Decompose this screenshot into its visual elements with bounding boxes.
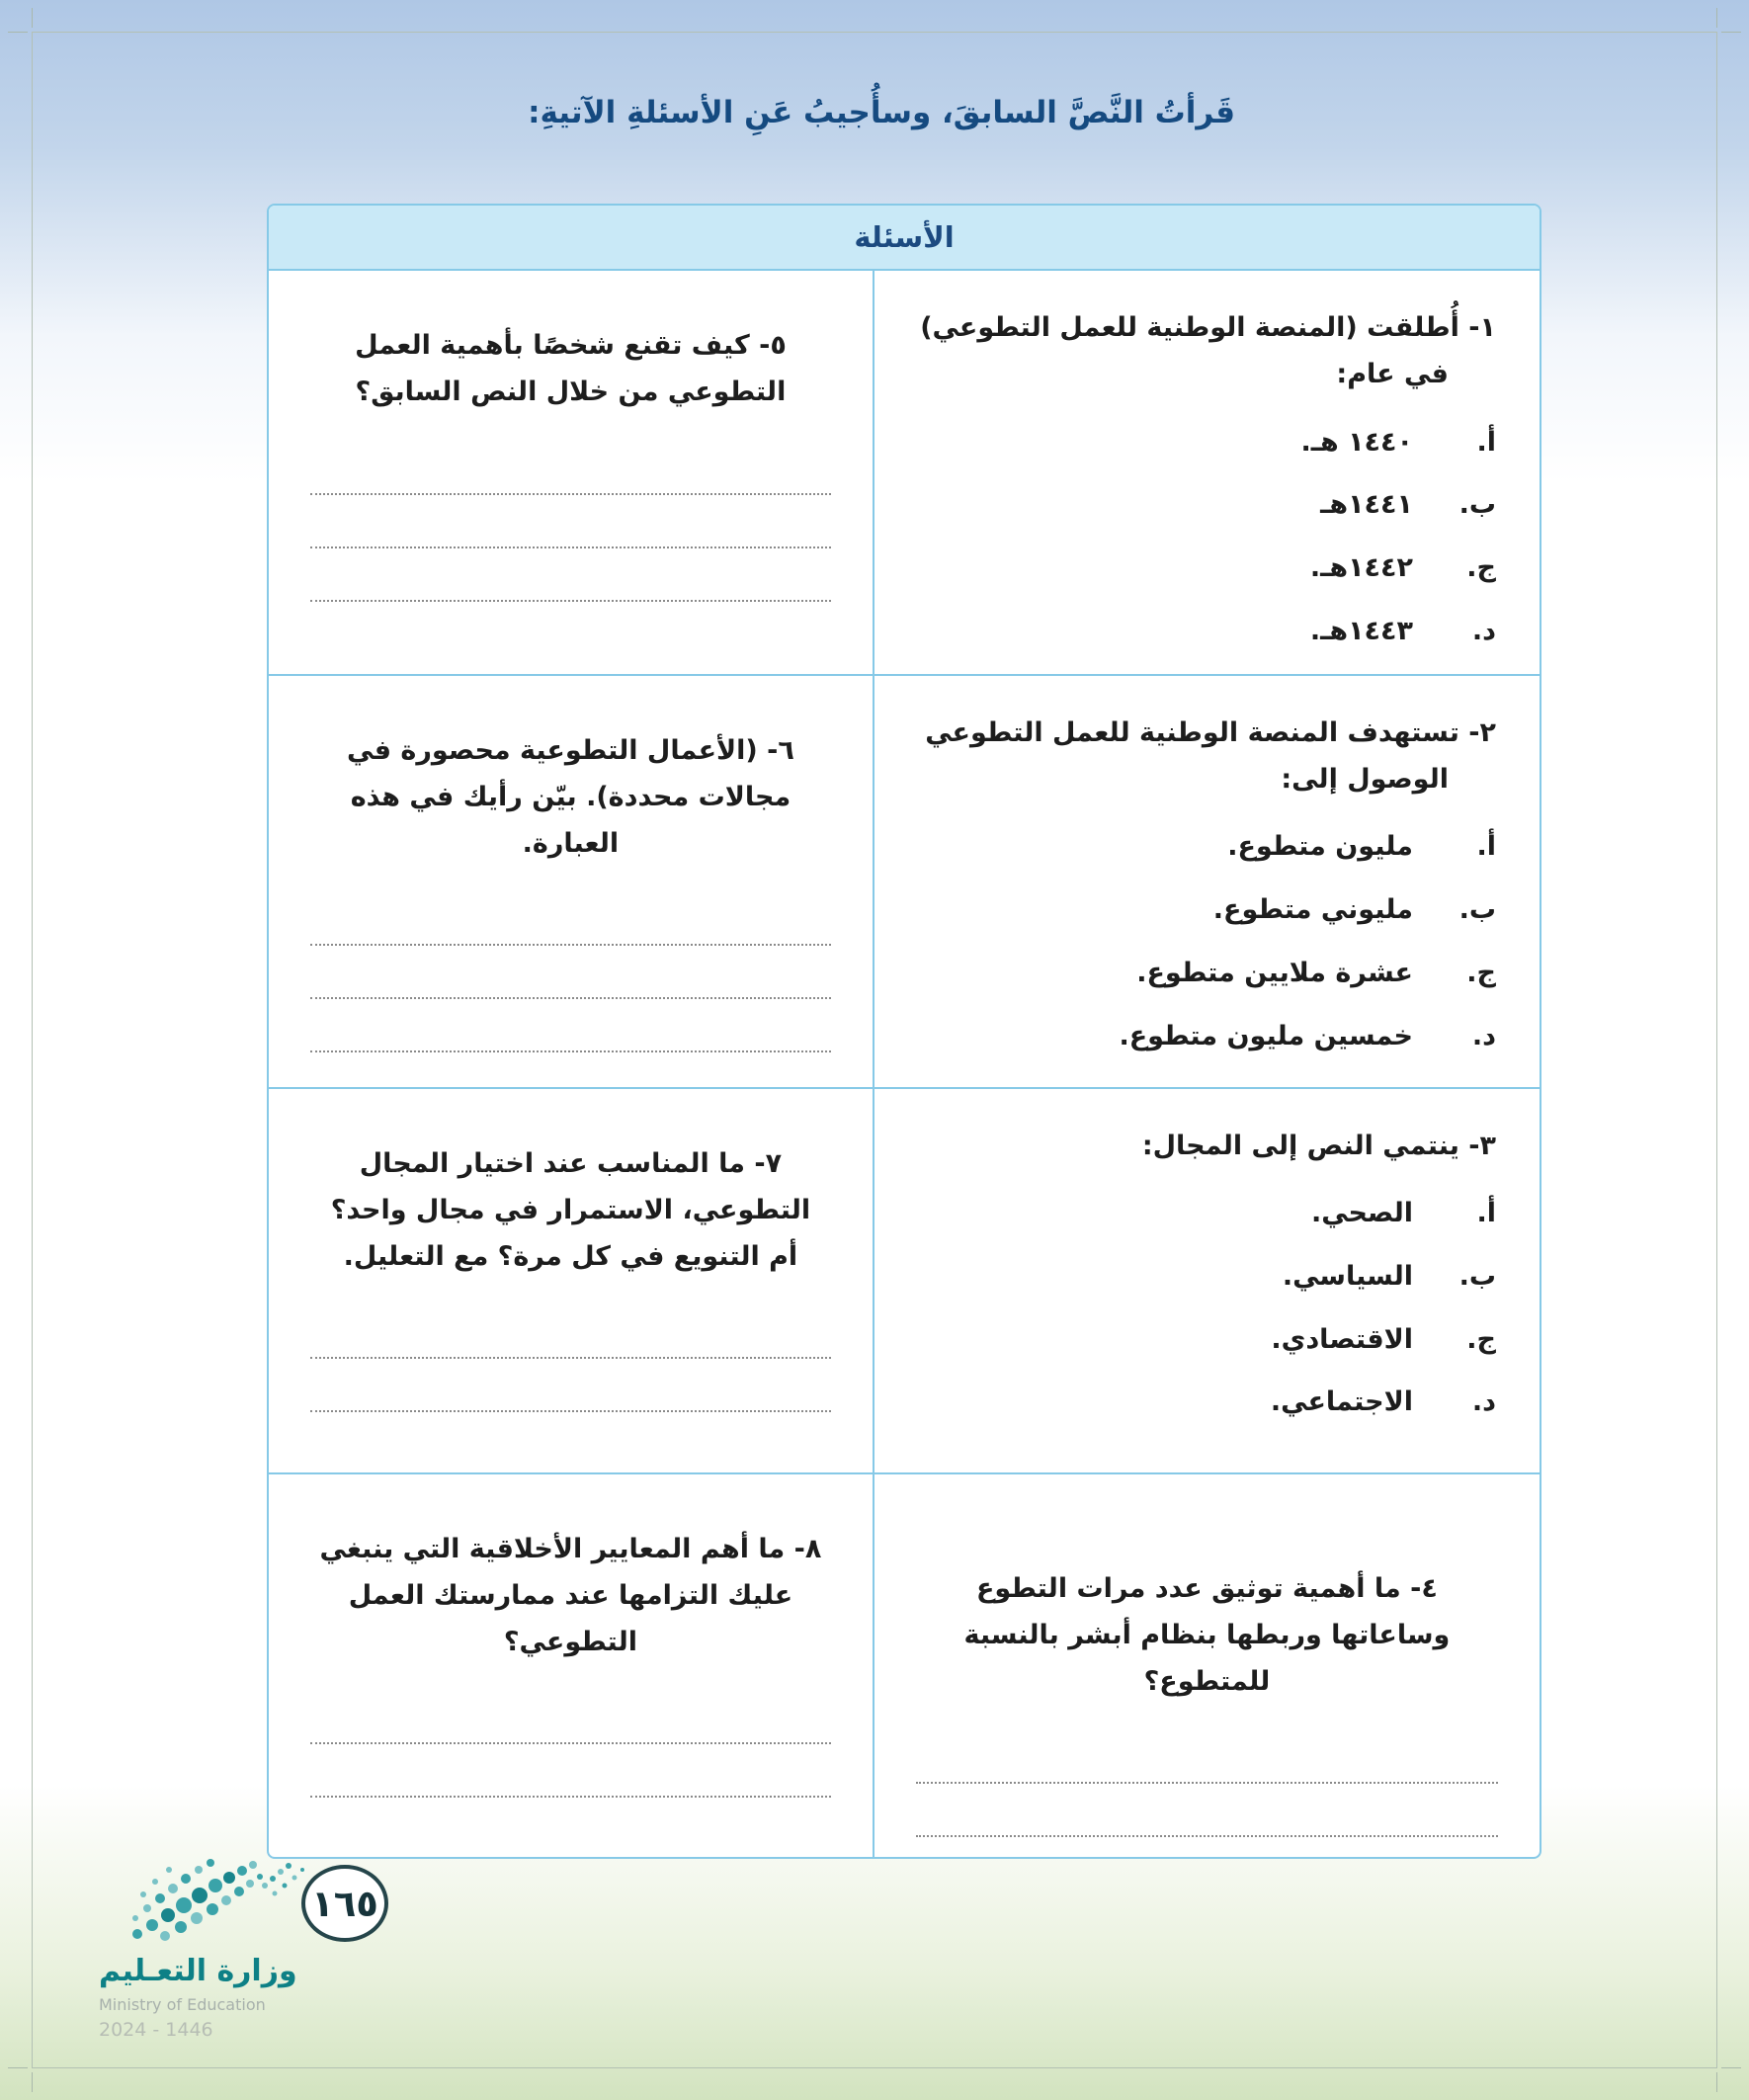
answer-lines xyxy=(916,1730,1498,1837)
options-list xyxy=(898,828,1496,1054)
question-number: ٢- xyxy=(1468,716,1496,748)
question-text xyxy=(310,1140,831,1281)
question-option xyxy=(898,486,1496,524)
page-number: ١٦٥ xyxy=(311,1882,378,1925)
table-row xyxy=(269,674,1540,1087)
option-letter: د. xyxy=(1471,1020,1496,1051)
question-option xyxy=(898,1321,1496,1359)
option-text: ١٤٤٢هـ. xyxy=(1309,552,1413,584)
option-text: ١٤٤٠ هـ. xyxy=(1300,426,1413,458)
table-row xyxy=(269,271,1540,674)
question-cell-1 xyxy=(873,271,1540,674)
options-list xyxy=(898,424,1496,650)
table-header-label: الأسئلة xyxy=(854,220,955,254)
option-text: الاقتصادي. xyxy=(1271,1323,1413,1355)
option-letter: ب. xyxy=(1458,489,1496,521)
option-letter: د. xyxy=(1471,1386,1496,1418)
edition-years: 2024 - 1446 xyxy=(99,2019,213,2041)
question-text xyxy=(898,710,1496,803)
corner-tick xyxy=(1721,2067,1741,2068)
page-footer xyxy=(99,1853,534,2041)
question-body: ما أهم المعايير الأخلاقية التي ينبغي عليك التزامها عند ممارستك العمل التطوعي؟ xyxy=(319,1533,793,1658)
option-letter: د. xyxy=(1471,615,1496,646)
answer-line xyxy=(916,1784,1498,1837)
answer-lines xyxy=(310,1691,831,1798)
question-option xyxy=(898,828,1496,866)
question-option xyxy=(898,1195,1496,1232)
question-number: ٣- xyxy=(1468,1130,1496,1161)
answer-line xyxy=(310,495,831,548)
question-text xyxy=(310,727,831,868)
question-cell-4 xyxy=(873,1474,1540,1858)
question-number: ٦- xyxy=(767,734,794,766)
question-text xyxy=(310,322,831,416)
corner-tick xyxy=(8,2067,28,2068)
question-cell-6 xyxy=(269,676,873,1087)
question-number: ٧- xyxy=(754,1147,783,1179)
option-text: مليون متطوع. xyxy=(1227,831,1413,863)
option-text: الاجتماعي. xyxy=(1270,1386,1413,1418)
question-number: ٤- xyxy=(1410,1572,1438,1604)
table-row xyxy=(269,1087,1540,1472)
option-text: السياسي. xyxy=(1282,1260,1413,1292)
answer-line xyxy=(310,1305,831,1359)
option-letter: ب. xyxy=(1458,893,1496,925)
question-body: ما أهمية توثيق عدد مرات التطوع وساعاتها وربطها بنظام أبشر بالنسبة للمتطوع؟ xyxy=(963,1572,1451,1698)
question-text xyxy=(898,304,1496,398)
answer-line xyxy=(310,892,831,946)
answer-line xyxy=(310,1359,831,1412)
page-content xyxy=(0,95,1749,1859)
answer-line xyxy=(310,1691,831,1744)
questions-table xyxy=(267,204,1541,1859)
page-title: قَرأتُ النَّصَّ السابقَ، وسأُجيبُ عَنِ الأسئلةِ الآتيةِ: xyxy=(528,95,1235,130)
question-option xyxy=(898,1384,1496,1421)
question-body: تستهدف المنصة الوطنية للعمل التطوعي الوصول إلى: xyxy=(925,716,1459,795)
question-number: ١- xyxy=(1468,312,1496,343)
question-option xyxy=(898,424,1496,462)
answer-lines xyxy=(310,442,831,602)
answer-line xyxy=(916,1730,1498,1784)
question-cell-7 xyxy=(269,1089,873,1472)
option-letter: أ. xyxy=(1476,426,1496,458)
question-option xyxy=(898,1258,1496,1296)
ministry-wordmark: وزارة التعـليم xyxy=(99,1954,297,1988)
option-letter: ب. xyxy=(1458,1260,1496,1292)
question-text xyxy=(310,1526,831,1666)
answer-line xyxy=(310,442,831,495)
option-letter: ج. xyxy=(1466,552,1496,584)
option-text: عشرة ملايين متطوع. xyxy=(1136,957,1413,988)
question-text xyxy=(898,1123,1496,1169)
ministry-name-en: Ministry of Education xyxy=(99,1995,266,2014)
question-text xyxy=(916,1565,1498,1706)
corner-tick xyxy=(32,8,33,28)
answer-lines xyxy=(310,892,831,1052)
question-cell-5 xyxy=(269,271,873,674)
corner-tick xyxy=(8,32,28,33)
option-letter: ج. xyxy=(1466,1323,1496,1355)
question-body: ما المناسب عند اختيار المجال التطوعي، الاستمرار في مجال واحد؟ أم التنويع في كل مرة؟ مع التعليل. xyxy=(330,1147,811,1273)
question-number: ٨- xyxy=(793,1533,822,1564)
answer-line xyxy=(310,1744,831,1798)
question-body: أُطلقت (المنصة الوطنية للعمل التطوعي) في عام: xyxy=(920,312,1459,390)
corner-tick xyxy=(32,2072,33,2092)
question-option xyxy=(898,1018,1496,1055)
option-text: مليوني متطوع. xyxy=(1212,893,1413,925)
option-letter: ج. xyxy=(1466,957,1496,988)
table-header xyxy=(269,206,1540,271)
question-option xyxy=(898,891,1496,929)
option-text: ١٤٤١هـ xyxy=(1320,489,1413,521)
options-list xyxy=(898,1195,1496,1421)
table-row xyxy=(269,1472,1540,1858)
question-body: ينتمي النص إلى المجال: xyxy=(1141,1130,1459,1161)
option-text: خمسين مليون متطوع. xyxy=(1119,1020,1413,1051)
question-cell-3 xyxy=(873,1089,1540,1472)
question-body: (الأعمال التطوعية محصورة في مجالات محددة). بيّن رأيك في هذه العبارة. xyxy=(347,734,791,860)
question-body: كيف تقنع شخصًا بأهمية العمل التطوعي من خلال النص السابق؟ xyxy=(355,330,787,408)
question-number: ٥- xyxy=(759,330,787,361)
page-number-badge xyxy=(301,1865,388,1942)
corner-tick xyxy=(1716,8,1717,28)
question-option xyxy=(898,613,1496,650)
option-text: ١٤٤٣هـ. xyxy=(1309,615,1413,646)
answer-lines xyxy=(310,1305,831,1412)
question-option xyxy=(898,549,1496,587)
answer-line xyxy=(310,999,831,1052)
option-text: الصحي. xyxy=(1310,1197,1413,1228)
answer-line xyxy=(310,946,831,999)
corner-tick xyxy=(1716,2072,1717,2092)
option-letter: أ. xyxy=(1476,1197,1496,1228)
option-letter: أ. xyxy=(1476,831,1496,863)
question-cell-8 xyxy=(269,1474,873,1858)
question-option xyxy=(898,955,1496,992)
corner-tick xyxy=(1721,32,1741,33)
question-cell-2 xyxy=(873,676,1540,1087)
answer-line xyxy=(310,548,831,602)
